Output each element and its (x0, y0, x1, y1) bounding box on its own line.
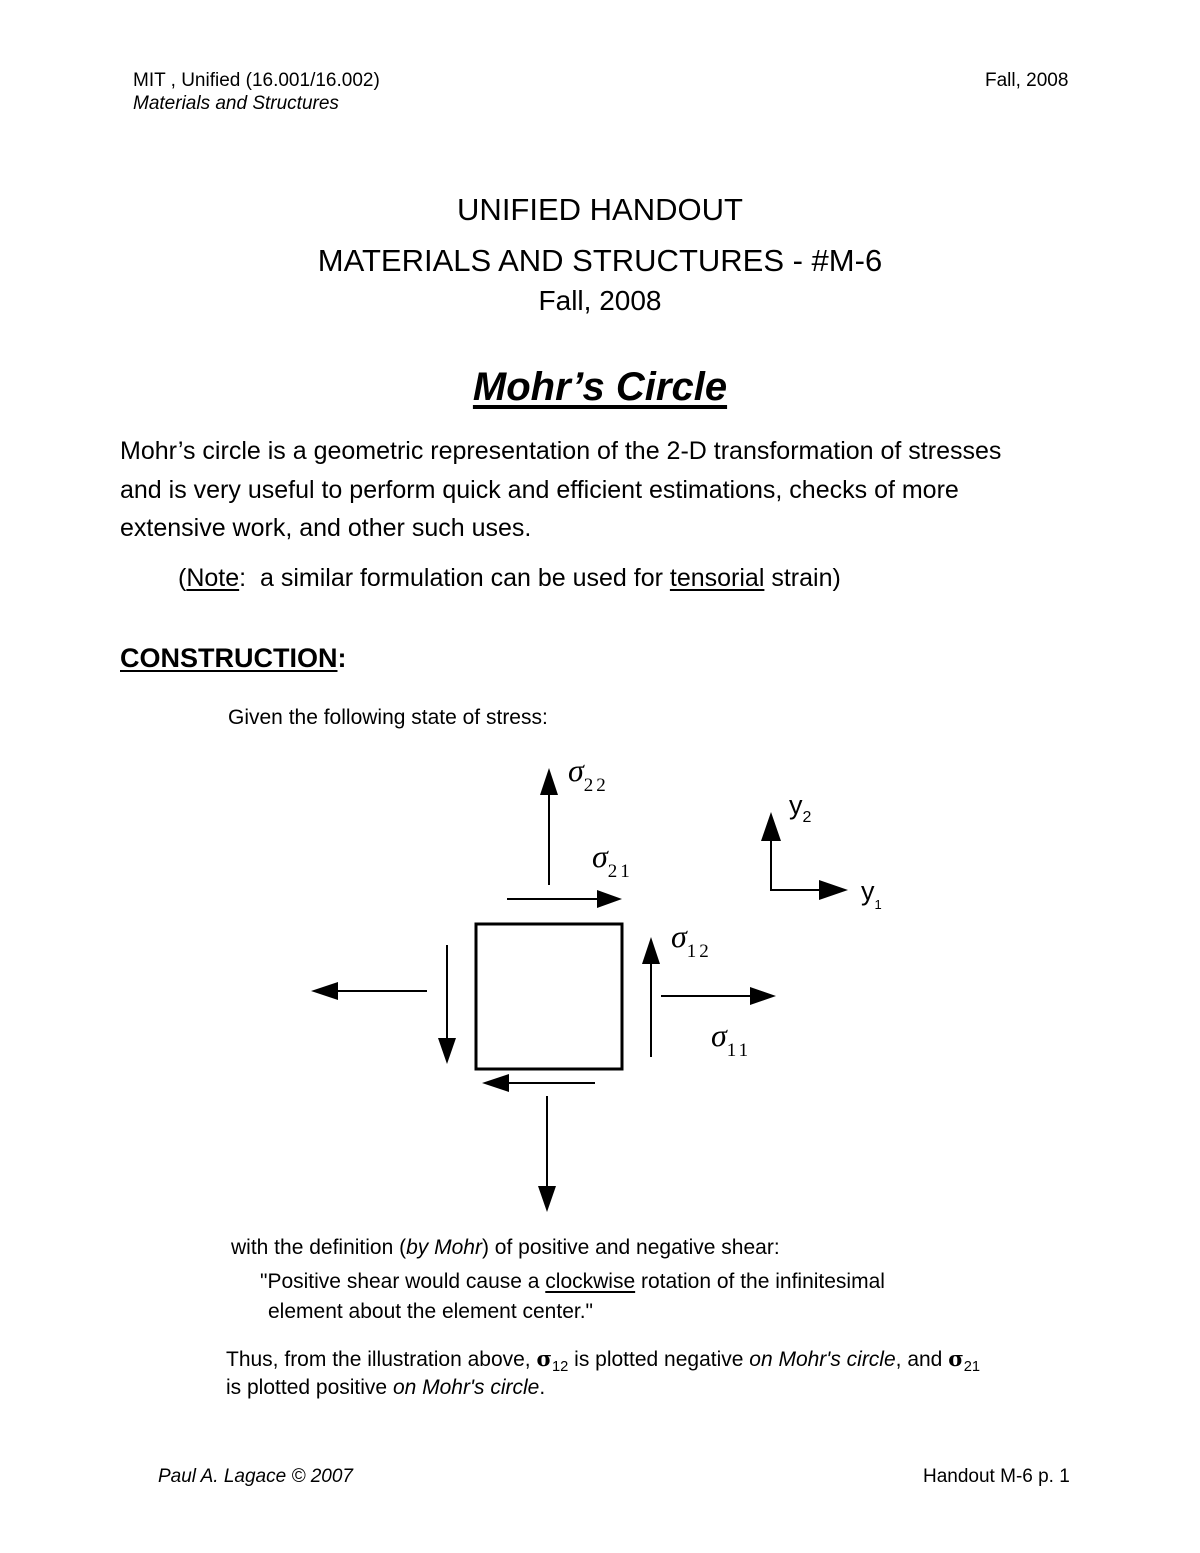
intro-line-1: Mohr’s circle is a geometric representation of the 2-D transformation of stresses (120, 437, 1002, 465)
bottom-normal-arrowhead (538, 1186, 556, 1212)
sigma11-subscript: 11 (726, 1040, 752, 1061)
handout-subheading: MATERIALS AND STRUCTURES - #M-6 (317, 243, 883, 278)
conclusion-line2-pre: is plotted positive (226, 1376, 393, 1399)
sigma12-inline-subscript: 12 (551, 1359, 569, 1376)
stress-element-square (476, 924, 622, 1069)
y2-axis-arrowhead (761, 812, 781, 841)
note-open: ( (178, 564, 187, 592)
sigma21-subscript: 21 (607, 861, 633, 882)
sigma12-inline-symbol: σ (536, 1346, 552, 1371)
handout-term: Fall, 2008 (538, 285, 662, 316)
sigma21-symbol: σ (592, 838, 608, 874)
sigma22-subscript: 22 (583, 775, 609, 796)
subject-header: Materials and Structures (133, 93, 339, 114)
y2-axis-letter: y (789, 790, 803, 820)
conclusion-line2-end: . (539, 1376, 546, 1399)
sigma22-label (568, 752, 609, 797)
definition-line (231, 1236, 780, 1260)
sigma22-arrowhead (540, 768, 558, 795)
sigma21-inline-symbol: σ (948, 1346, 964, 1371)
left-shear-arrowhead (438, 1038, 456, 1064)
given-text: Given the following state of stress: (228, 706, 548, 729)
conclusion-line-1 (226, 1346, 980, 1375)
intro-line-3: extensive work, and other such uses. (120, 514, 532, 542)
left-normal-arrowhead (311, 982, 338, 1000)
sigma11-symbol: σ (711, 1017, 727, 1053)
document-title: Mohr’s Circle (472, 365, 728, 409)
quote-clockwise: clockwise (545, 1270, 636, 1293)
note-word: Note (186, 564, 240, 592)
y1-axis-arrowhead (819, 880, 848, 900)
handout-heading: UNIFIED HANDOUT (457, 192, 743, 227)
note-end: strain) (764, 564, 841, 592)
conclusion-on-mohr-2: on Mohr's circle (392, 1376, 540, 1399)
sigma21-label (592, 838, 633, 883)
definition-pre: with the definition ( (231, 1236, 407, 1259)
y2-axis-subscript: 2 (802, 809, 812, 826)
sigma12-subscript: 12 (686, 941, 712, 962)
bottom-shear-arrowhead (482, 1074, 509, 1092)
sigma21-inline-subscript: 21 (963, 1359, 981, 1376)
footer-page-number: Handout M-6 p. 1 (923, 1466, 1070, 1487)
term-header: Fall, 2008 (985, 70, 1069, 91)
note-mid: : a similar formulation can be used for (239, 564, 670, 592)
sigma11-arrowhead (750, 987, 776, 1005)
sigma12-arrowhead (642, 937, 660, 964)
y1-axis-label (861, 876, 882, 912)
y1-axis-subscript: 1 (874, 897, 882, 912)
construction-heading-text: CONSTRUCTION (120, 643, 338, 673)
conclusion-t1: Thus, from the illustration above, (226, 1348, 537, 1371)
y1-axis-letter: y (861, 876, 875, 906)
quote-line-2: element about the element center." (268, 1300, 593, 1323)
sigma12-label (671, 918, 712, 963)
note-tensorial: tensorial (669, 564, 765, 592)
quote-pre: "Positive shear would cause a (260, 1270, 546, 1293)
construction-heading-colon: : (337, 643, 347, 673)
y2-axis-label (789, 790, 811, 827)
conclusion-line-2 (226, 1376, 545, 1400)
definition-post: ) of positive and negative shear: (481, 1236, 780, 1259)
conclusion-on-mohr-1: on Mohr's circle (749, 1348, 896, 1371)
definition-by-mohr: by Mohr (406, 1236, 482, 1259)
sigma11-label (711, 1017, 751, 1062)
quote-post: rotation of the infinitesimal (635, 1270, 885, 1293)
footer-author: Paul A. Lagace © 2007 (158, 1466, 353, 1487)
sigma21-arrowhead (597, 890, 622, 908)
sigma12-symbol: σ (671, 918, 687, 954)
conclusion-t3: , and (895, 1348, 949, 1371)
sigma22-symbol: σ (568, 752, 584, 788)
course-header: MIT , Unified (16.001/16.002) (133, 70, 380, 91)
conclusion-t2: is plotted negative (568, 1348, 750, 1371)
intro-line-2: and is very useful to perform quick and efficient estimations, checks of more (120, 475, 959, 504)
quote-line-1 (260, 1270, 885, 1294)
